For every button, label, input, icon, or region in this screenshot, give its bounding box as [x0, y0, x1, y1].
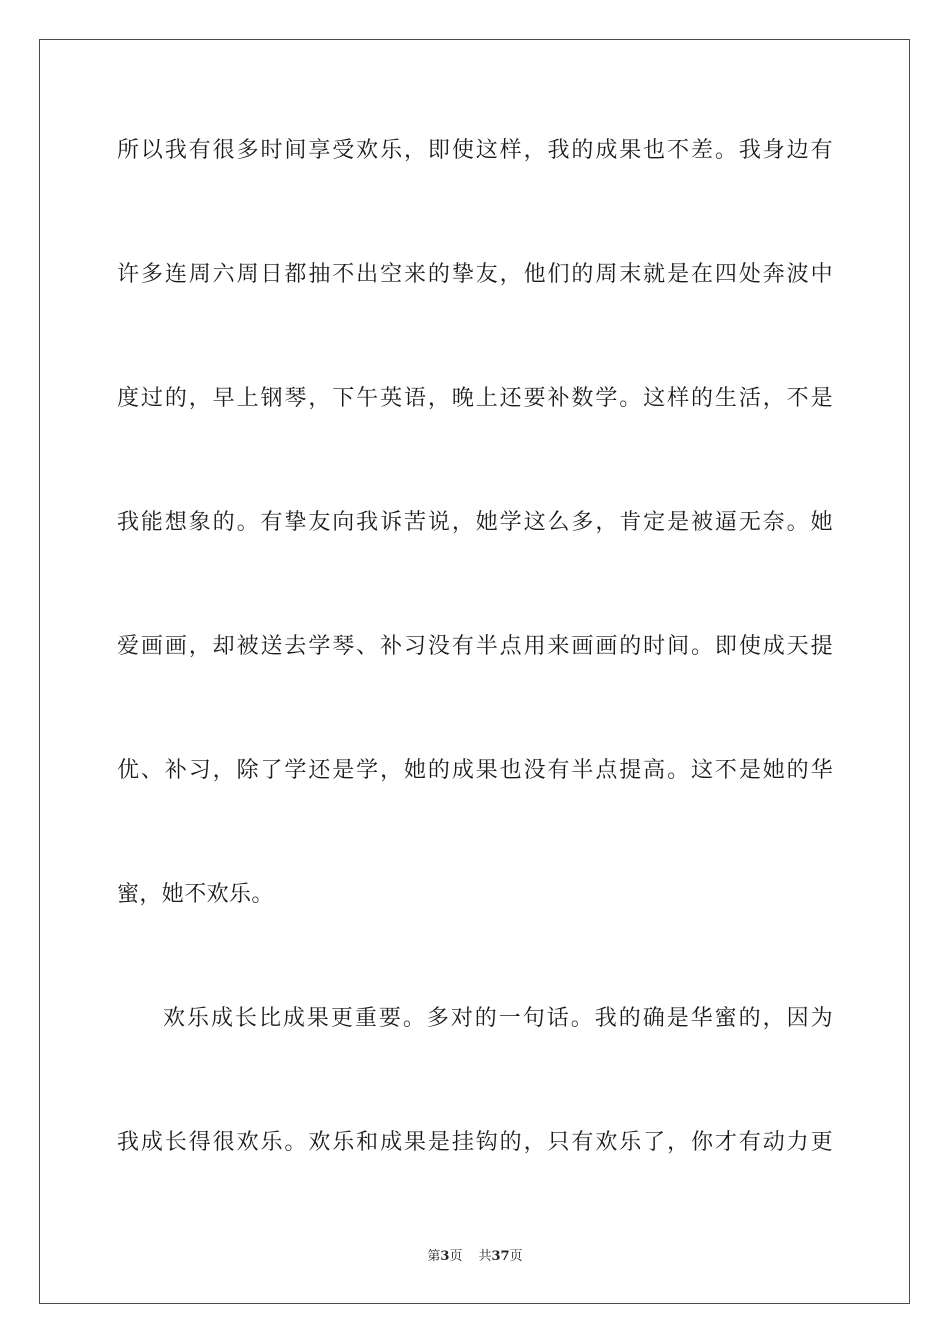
text-line: 度过的，早上钢琴，下午英语，晚上还要补数学。这样的生活，不是 — [117, 386, 833, 411]
total-prefix: 共 — [478, 1249, 492, 1264]
page-prefix: 第 — [427, 1249, 441, 1264]
page-current: 3 — [440, 1249, 450, 1264]
document-body — [117, 128, 833, 1244]
page-suffix: 页 — [449, 1249, 463, 1264]
text-line: 优、补习，除了学还是学，她的成果也没有半点提高。这不是她的华 — [117, 758, 833, 783]
paragraph-first-line: 欢乐成长比成果更重要。多对的一句话。我的确是华蜜的，因为 — [163, 1006, 833, 1031]
page-footer — [0, 1248, 950, 1266]
page-total: 37 — [491, 1249, 510, 1264]
text-line: 我成长得很欢乐。欢乐和成果是挂钩的，只有欢乐了，你才有动力更 — [117, 1130, 833, 1155]
text-line: 爱画画，却被送去学琴、补习没有半点用来画画的时间。即使成天提 — [117, 634, 833, 659]
text-line: 我能想象的。有挚友向我诉苦说，她学这么多，肯定是被逼无奈。她 — [117, 510, 833, 535]
text-line: 许多连周六周日都抽不出空来的挚友，他们的周末就是在四处奔波中 — [117, 262, 833, 287]
text-line: 所以我有很多时间享受欢乐，即使这样，我的成果也不差。我身边有 — [117, 138, 833, 163]
total-suffix: 页 — [509, 1249, 523, 1264]
text-line: 蜜，她不欢乐。 — [117, 882, 274, 907]
